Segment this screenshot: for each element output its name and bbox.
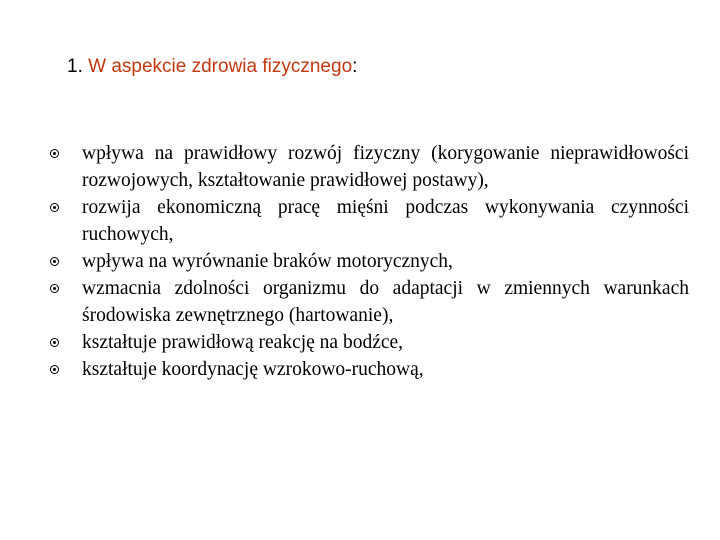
bullet-icon	[50, 284, 59, 293]
heading-title: W aspekcie zdrowia fizycznego	[88, 56, 353, 77]
list-item-text: wzmacnia zdolności organizmu do adaptacji w zmiennych warunkach środowiska zewnętrznego (hartowanie),	[82, 278, 689, 326]
bullet-icon	[50, 365, 59, 374]
list-item	[50, 140, 689, 194]
list-item-text: rozwija ekonomiczną pracę mięśni podczas wykonywania czynności ruchowych,	[82, 197, 689, 245]
bullet-list	[50, 140, 689, 383]
list-item-text: kształtuje koordynację wzrokowo-ruchową,	[82, 359, 424, 380]
section-heading	[67, 52, 357, 82]
bullet-icon	[50, 338, 59, 347]
list-item	[50, 194, 689, 248]
heading-colon: :	[352, 56, 358, 77]
heading-number: 1.	[67, 56, 83, 77]
list-item	[50, 248, 689, 275]
list-item	[50, 356, 689, 383]
bullet-icon	[50, 203, 59, 212]
list-item	[50, 329, 689, 356]
bullet-icon	[50, 149, 59, 158]
list-item-text: wpływa na prawidłowy rozwój fizyczny (korygowanie nieprawidłowości rozwojowych, kształtowanie prawidłowej postawy),	[82, 143, 689, 191]
list-item	[50, 275, 689, 329]
list-item-text: kształtuje prawidłową reakcję na bodźce,	[82, 332, 404, 353]
list-item-text: wpływa na wyrównanie braków motorycznych,	[82, 251, 453, 272]
bullet-icon	[50, 257, 59, 266]
